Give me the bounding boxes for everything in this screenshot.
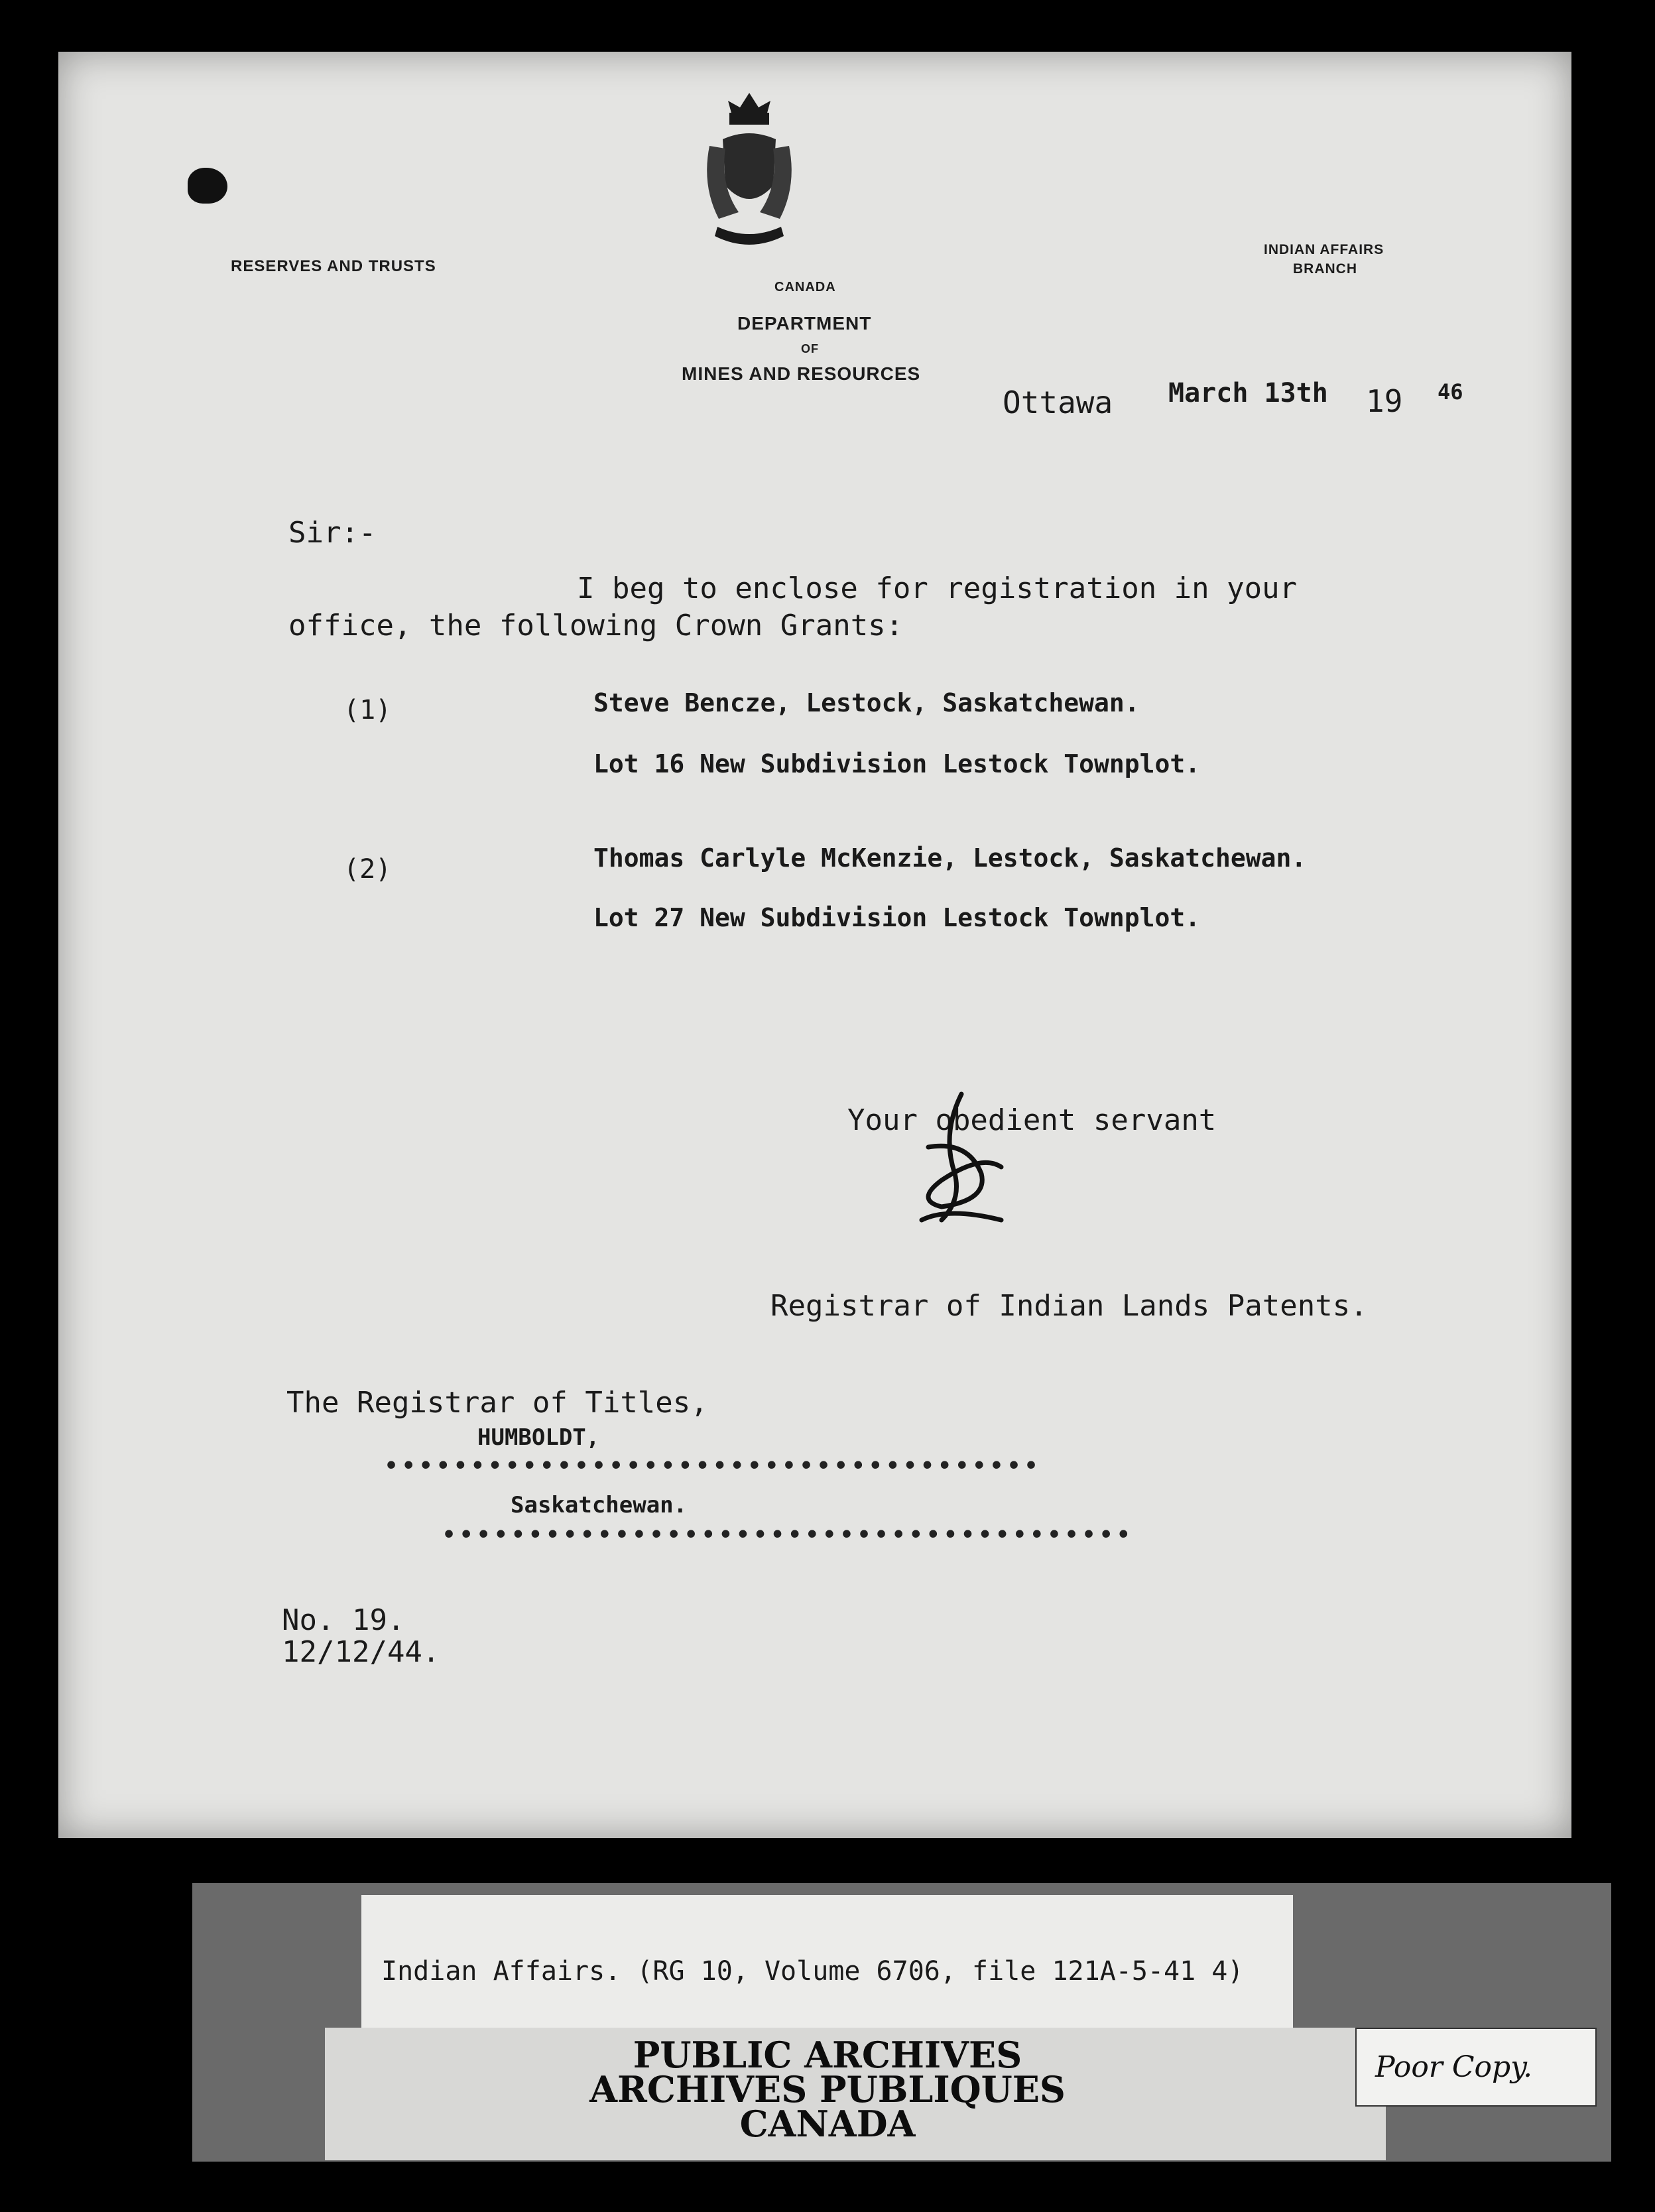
salutation: Sir:- [288,516,377,550]
grant-name: Steve Bencze, Lestock, Saskatchewan. [593,688,1140,717]
dateline-place: Ottawa [1003,385,1113,420]
letterhead-right-1: INDIAN AFFAIRS [1264,242,1384,257]
grant-number: (1) [343,695,392,725]
letterhead-department: DEPARTMENT [737,313,872,334]
letterhead-ministry: MINES AND RESOURCES [682,363,921,384]
letterhead-right-2: BRANCH [1293,261,1357,276]
signature-title: Registrar of Indian Lands Patents. [770,1289,1368,1323]
closing: Your obedient servant [847,1103,1217,1137]
dateline-year-prefix: 19 [1366,383,1403,419]
addressee-line-1: The Registrar of Titles, [286,1386,708,1420]
poor-copy-text: Poor Copy. [1375,2050,1533,2084]
reference-date: 12/12/44. [282,1635,440,1669]
dotted-line: •••••••••••••••••••••••••••••••••••••• [383,1451,1041,1481]
archive-name-en: PUBLIC ARCHIVES [633,2034,1022,2076]
dateline-year-suffix: 46 [1438,379,1463,404]
grant-lot: Lot 16 New Subdivision Lestock Townplot. [593,749,1201,778]
body-line-1: I beg to enclose for registration in your [577,572,1298,605]
archive-reference: Indian Affairs. (RG 10, Volume 6706, file 121A-5-41 4) [381,1956,1244,1987]
letterhead-country: CANADA [774,280,836,294]
body-line-2: office, the following Crown Grants: [288,609,904,643]
addressee-line-3: Saskatchewan. [511,1492,688,1518]
letterhead-left: RESERVES AND TRUSTS [231,257,436,275]
poor-copy-note [1355,2028,1597,2107]
letterhead-of: OF [801,342,819,355]
archive-name-fr: ARCHIVES PUBLIQUES [589,2068,1066,2111]
ink-blot [188,168,227,204]
dateline-date: March 13th [1168,378,1328,408]
grant-name: Thomas Carlyle McKenzie, Lestock, Saskatchewan. [593,843,1307,873]
signature [889,1087,1021,1233]
grant-number: (2) [343,854,392,885]
dotted-line: •••••••••••••••••••••••••••••••••••••••• [441,1520,1133,1550]
addressee-line-2: HUMBOLDT, [477,1424,600,1451]
reference-number: No. 19. [282,1603,405,1637]
coat-of-arms-icon [703,86,796,278]
archive-country: CANADA [739,2103,916,2145]
grant-lot: Lot 27 New Subdivision Lestock Townplot. [593,903,1201,932]
